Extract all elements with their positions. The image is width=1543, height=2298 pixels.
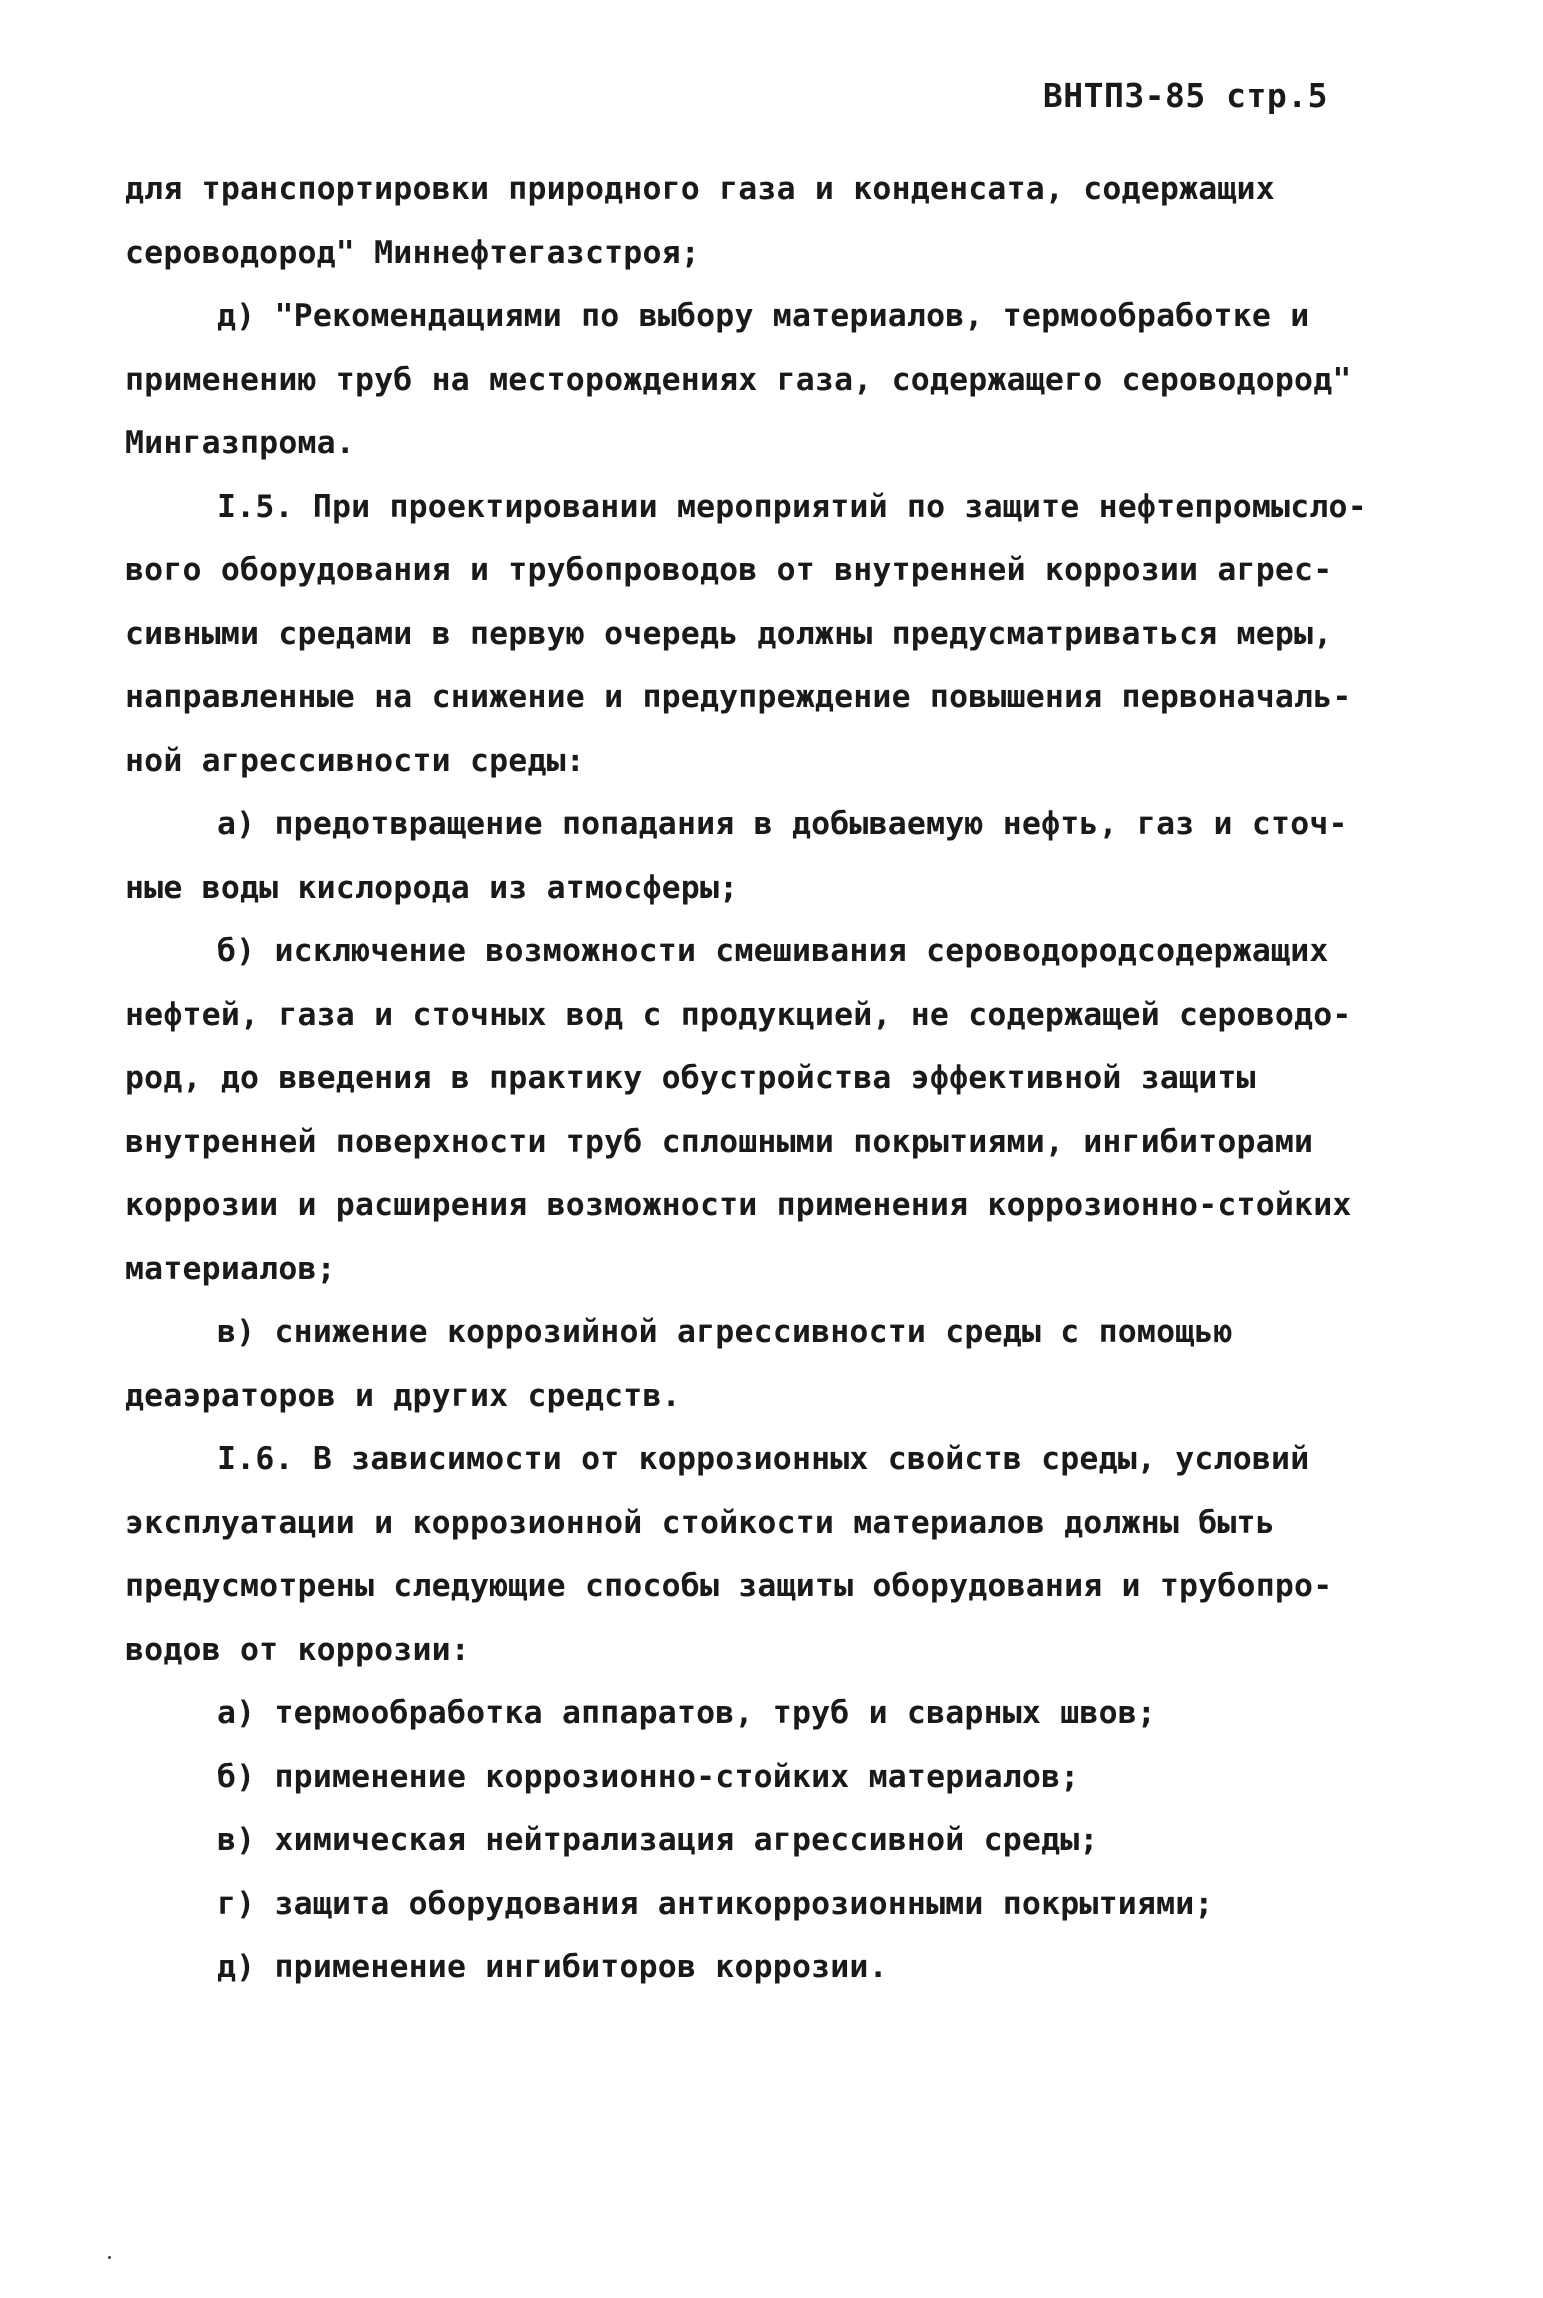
- text-line: эксплуатации и коррозионной стойкости материалов должны быть: [125, 1504, 1275, 1541]
- text-line: а) предотвращение попадания в добываемую нефть, газ и сточ-: [217, 806, 1348, 842]
- text-line: I.5. При проектировании мероприятий по защите нефтепромысло-: [217, 488, 1367, 525]
- page-header: ВНТПЗ-85 стр.5: [1042, 76, 1328, 115]
- list-item: в) химическая нейтрализация агрессивной среды;: [217, 1822, 1099, 1858]
- text-line: ной агрессивности среды:: [125, 742, 585, 779]
- text-line: в) снижение коррозийной агрессивности среды с помощью: [217, 1314, 1233, 1350]
- scan-speck: [108, 2256, 111, 2259]
- text-line: коррозии и расширения возможности применения коррозионно-стойких: [125, 1187, 1352, 1223]
- body-text: [125, 158, 1415, 2000]
- text-line: сероводород" Миннефтегазстроя;: [125, 234, 700, 271]
- text-line: направленные на снижение и предупреждение повышения первоначаль-: [125, 679, 1352, 715]
- text-line: Мингазпрома.: [125, 425, 355, 461]
- text-line: внутренней поверхности труб сплошными покрытиями, ингибиторами: [125, 1123, 1314, 1160]
- text-line: предусмотрены следующие способы защиты оборудования и трубопро-: [125, 1568, 1333, 1604]
- text-line: ные воды кислорода из атмосферы;: [125, 869, 739, 906]
- text-line: сивными средами в первую очередь должны предусматриваться меры,: [125, 615, 1333, 652]
- list-item: г) защита оборудования антикоррозионными покрытиями;: [217, 1885, 1214, 1922]
- text-line: род, до введения в практику обустройства эффективной защиты: [125, 1060, 1256, 1096]
- text-line: нефтей, газа и сточных вод с продукцией, не содержащей сероводо-: [125, 996, 1352, 1033]
- text-line: б) исключение возможности смешивания сероводородсодержащих: [217, 933, 1329, 969]
- text-line: вого оборудования и трубопроводов от внутренней коррозии агрес-: [125, 552, 1333, 588]
- text-line: д) "Рекомендациями по выбору материалов, термообработке и: [217, 298, 1310, 334]
- text-line: применению труб на месторождениях газа, содержащего сероводород": [125, 361, 1352, 398]
- text-line: I.6. В зависимости от коррозионных свойств среды, условий: [217, 1441, 1310, 1477]
- list-item: а) термообработка аппаратов, труб и сварных швов;: [217, 1695, 1157, 1731]
- text-line: водов от коррозии:: [125, 1631, 470, 1668]
- text-line: деаэраторов и других средств.: [125, 1377, 681, 1414]
- list-item: д) применение ингибиторов коррозии.: [217, 1949, 888, 1985]
- text-line: для транспортировки природного газа и конденсата, содержащих: [125, 171, 1275, 207]
- list-item: б) применение коррозионно-стойких материалов;: [217, 1758, 1080, 1795]
- text-line: материалов;: [125, 1250, 336, 1287]
